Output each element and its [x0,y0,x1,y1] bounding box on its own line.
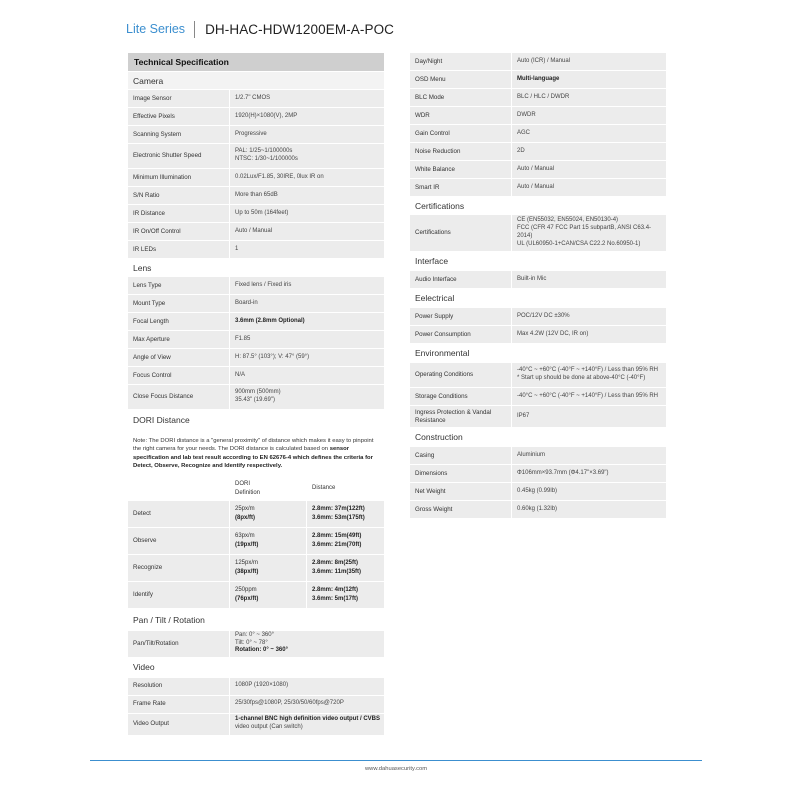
row-value-line: More than 65dB [235,191,278,198]
row-value-line: 25/30fps@1080P, 25/30/50/60fps@720P [235,700,344,707]
row-value-line: Up to 50m (164feet) [235,209,289,216]
dori-type: Recognize [128,555,229,581]
table-row [410,89,666,106]
section-video: Video [128,658,384,677]
row-value [230,169,384,186]
dori-type: Identify [128,582,229,608]
table-row [410,363,666,387]
dori-definition: 25px/m (8px/ft) [230,501,306,527]
table-row [128,108,384,125]
table-row [410,179,666,196]
row-value-line: Auto / Manual [517,183,555,190]
row-value-line: Built-in Mic [517,275,547,282]
row-key: Ingress Protection & Vandal Resistance [410,406,511,427]
dori-distance: 2.8mm: 37m(122ft) 3.6mm: 53m(175ft) [307,501,384,527]
row-value [230,241,384,258]
row-value [230,277,384,294]
interface-table [410,271,666,288]
row-value-line: Fixed lens / Fixed iris [235,281,292,288]
right-column [410,53,666,519]
row-key: WDR [410,107,511,124]
dori-definition: 125px/m (38px/ft) [230,555,306,581]
row-value [512,406,666,427]
table-row [410,71,666,88]
row-value [512,107,666,124]
row-key: S/N Ratio [128,187,229,204]
row-value-line: 0.60kg (1.32lb) [517,505,558,512]
dori-distance: 2.8mm: 4m(12ft) 3.6mm: 5m(17ft) [307,582,384,608]
row-value-line: 900mm (500mm) [235,389,281,396]
row-key: Day/Night [410,53,511,70]
row-value [230,349,384,366]
dori-table [128,501,384,608]
row-value [512,125,666,142]
row-value-line: BLC / HLC / DWDR [517,93,570,100]
row-key: Focus Control [128,367,229,384]
model-title: DH-HAC-HDW1200EM-A-POC [205,21,395,37]
row-value [230,144,384,168]
table-row [128,331,384,348]
dori-distance: 2.8mm: 8m(25ft) 3.6mm: 11m(35ft) [307,555,384,581]
row-value-line: 0.45kg (0.99lb) [517,487,558,494]
row-key: Frame Rate [128,696,229,713]
header-divider [194,21,195,38]
table-row [128,385,384,409]
row-value-line: PAL: 1/25~1/100000s [235,148,293,155]
dori-type: Observe [128,528,229,554]
table-row [128,678,384,695]
lens-table [128,277,384,409]
series-label: Lite Series [126,22,186,36]
row-key: Image Sensor [128,90,229,107]
video-output-key: Video Output [128,714,229,735]
row-value-line: DWDR [517,111,536,118]
table-row [410,53,666,70]
row-key: OSD Menu [410,71,511,88]
table-row [128,144,384,168]
left-column [128,53,384,736]
section-construction: Construction [410,428,666,446]
row-value [230,90,384,107]
table-row [128,277,384,294]
row-value [230,313,384,330]
row-value-line: IP67 [517,412,530,419]
video-output-value: 1-channel BNC high definition video output / CVBS video output (Can switch) [230,714,384,735]
row-key: Scanning System [128,126,229,143]
row-value [230,108,384,125]
table-row [128,696,384,713]
row-key: Storage Conditions [410,388,511,405]
dori-distance: 2.8mm: 15m(49ft) 3.6mm: 21m(70ft) [307,528,384,554]
dori-note-bold: sensor specification and lab test result according to EN 62676-4 which defines the criteria for Detect, Observe, Recognize and Identify respectively. [133,446,373,470]
row-key: Gain Control [410,125,511,142]
electrical-table [410,308,666,343]
row-value [512,363,666,387]
row-value-line: Aluminium [517,451,546,458]
row-key: Power Supply [410,308,511,325]
environmental-table [410,363,666,427]
row-value [230,385,384,409]
section-certifications: Certifications [410,197,666,214]
row-value [512,465,666,482]
table-row [128,582,384,608]
footer-url: www.dahuasecurity.com [364,766,428,772]
dori-definition: 250ppm (76px/ft) [230,582,306,608]
table-row [410,107,666,124]
dori-table-header [128,478,384,500]
row-value [230,126,384,143]
row-value-line: 3.6mm (2.8mm Optional) [235,317,305,324]
row-key: Smart IR [410,179,511,196]
table-row [410,465,666,482]
row-value [230,678,384,695]
row-value-line: NTSC: 1/30~1/100000s [235,156,298,162]
dori-header-definition: DORI Definition [230,478,306,500]
table-row [410,501,666,518]
row-value [512,326,666,343]
row-value [230,331,384,348]
row-key: White Balance [410,161,511,178]
section-pan-tilt-rotation: Pan / Tilt / Rotation [128,611,384,630]
spec-title: Technical Specification [128,53,384,71]
table-row [128,631,384,657]
row-value-line: Auto / Manual [517,165,555,172]
row-value-line: * Start up should be done at above-40°C (-40°F) [517,375,646,381]
row-value-line: Progressive [235,130,267,137]
row-key: Noise Reduction [410,143,511,160]
row-key: Mount Type [128,295,229,312]
row-key: Minimum Illumination [128,169,229,186]
row-value [230,696,384,713]
row-value-line: 1920(H)×1080(V), 2MP [235,112,298,119]
footer-divider [90,760,702,761]
table-row [410,388,666,405]
row-value-line: 1 [235,245,239,252]
table-row [128,205,384,222]
section-interface: Interface [410,252,666,270]
row-value-line: POC/12V DC ±30% [517,312,570,319]
row-key: Power Consumption [410,326,511,343]
page-header [126,19,394,39]
row-value-line: 0.02Lux/F1.85, 30IRE, 0lux IR on [235,173,324,180]
row-key: BLC Mode [410,89,511,106]
dori-note [128,431,384,478]
row-value [230,205,384,222]
row-value [512,161,666,178]
dori-header-distance: Distance [307,478,384,500]
row-value-line: 1080P (1920×1080) [235,682,289,689]
row-value-line: N/A [235,371,246,378]
row-value [512,388,666,405]
table-row [410,161,666,178]
row-value [512,501,666,518]
row-key: Net Weight [410,483,511,500]
section-electrical: Eelectrical [410,289,666,307]
row-key: Max Aperture [128,331,229,348]
row-value [230,295,384,312]
row-value-line: 2D [517,147,525,154]
video-table [128,678,384,713]
table-row [128,90,384,107]
row-key: Effective Pixels [128,108,229,125]
row-value [230,223,384,240]
table-row [128,295,384,312]
dori-type: Detect [128,501,229,527]
row-value [512,143,666,160]
table-row [128,187,384,204]
row-key: Close Focus Distance [128,385,229,409]
table-row [128,126,384,143]
certifications-value: CE (EN55032, EN55024, EN50130-4) FCC (CFR 47 FCC Part 15 subpartB, ANSI C63.4-2014) UL (UL60950-1+CAN/CSA C22.2 No.60950-1) [512,215,666,251]
row-key: Angle of View [128,349,229,366]
dori-definition: 63px/m (19px/ft) [230,528,306,554]
row-value [230,187,384,204]
row-key: Resolution [128,678,229,695]
row-key: Audio Interface [410,271,511,288]
row-value [512,89,666,106]
table-row [410,447,666,464]
dori-note-plain: Note: The DORI distance is a "general proximity" of distance which makes it easy to pinpoint the right camera for your needs. The DORI distance is calculated based on [133,438,374,453]
table-row [128,313,384,330]
table-row [410,326,666,343]
row-value [230,367,384,384]
row-value-line: AGC [517,129,531,136]
certifications-key: Certifications [410,215,511,251]
row-key: Lens Type [128,277,229,294]
table-row [410,308,666,325]
table-row [410,215,666,251]
row-key: IR Distance [128,205,229,222]
row-value [512,53,666,70]
row-value-line: Φ106mm×93.7mm (Φ4.17"×3.69") [517,469,609,476]
row-key: Casing [410,447,511,464]
table-row [128,714,384,735]
row-value-line: Board-in [235,299,258,306]
ptr-value: Pan: 0° ~ 360° Tilt: 0° ~ 78° Rotation: 0° ~ 360° [230,631,384,657]
section-camera: Camera [128,72,384,89]
table-row [128,223,384,240]
row-value-line: Max 4.2W (12V DC, IR on) [517,330,589,337]
row-value-line: F1.85 [235,335,251,342]
row-key: Operating Conditions [410,363,511,387]
row-value [512,308,666,325]
row-value [512,179,666,196]
camera-table [128,90,384,258]
row-value-line: H: 87.5° (103°); V: 47° (59°) [235,353,310,360]
row-key: IR LEDs [128,241,229,258]
table-row [128,501,384,527]
row-value-line: -40°C ~ +60°C (-40°F ~ +140°F) / Less than 95% RH [517,367,658,374]
table-row [128,555,384,581]
row-key: IR On/Off Control [128,223,229,240]
ptr-key: Pan/Tilt/Rotation [128,631,229,657]
row-key: Electronic Shutter Speed [128,144,229,168]
image-settings-table [410,53,666,196]
table-row [410,125,666,142]
table-row [410,406,666,427]
section-environmental: Environmental [410,344,666,362]
construction-table [410,447,666,518]
row-value-line: Auto (ICR) / Manual [517,57,571,64]
row-value-line: 35.43" (19.69") [235,397,275,403]
row-value [512,483,666,500]
table-row [410,271,666,288]
section-lens: Lens [128,259,384,276]
row-value-line: Auto / Manual [235,227,273,234]
table-row [410,483,666,500]
row-value [512,447,666,464]
section-dori: DORI Distance [128,410,384,430]
row-value-line: Multi-language [517,75,560,82]
row-value-line: 1/2.7" CMOS [235,94,271,101]
row-key: Focal Length [128,313,229,330]
table-row [410,143,666,160]
table-row [128,528,384,554]
row-key: Dimensions [410,465,511,482]
table-row [128,169,384,186]
row-key: Gross Weight [410,501,511,518]
table-row [128,349,384,366]
row-value [512,71,666,88]
table-row [128,241,384,258]
dori-header-blank [128,478,229,500]
table-row [128,367,384,384]
row-value-line: -40°C ~ +60°C (-40°F ~ +140°F) / Less than 95% RH [517,392,658,399]
row-value [512,271,666,288]
